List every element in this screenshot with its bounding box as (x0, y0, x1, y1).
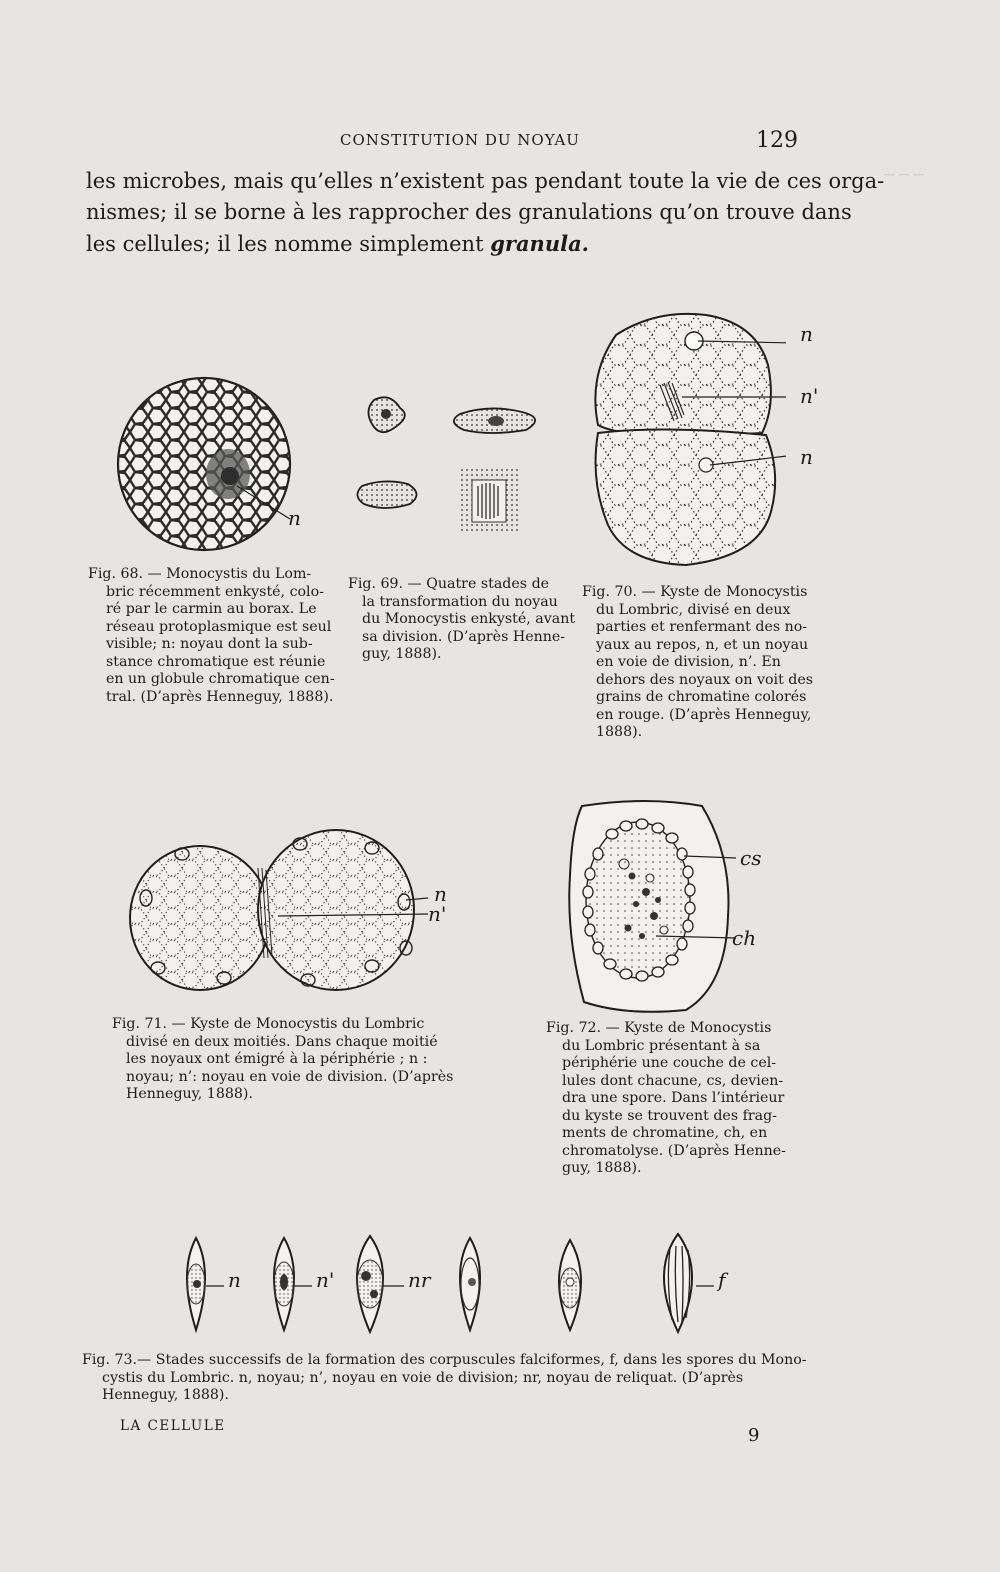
caption-line: guy, 1888). (562, 1160, 642, 1176)
fig71-label-n: n (434, 882, 447, 906)
caption-line: Fig. 73.— Stades successifs de la formation des corpuscules falciformes, f, dans les spores du Mono- (82, 1352, 807, 1368)
page-number: 129 (756, 128, 798, 153)
fig73-caption (82, 1352, 822, 1405)
caption-line: bric récemment enkysté, colo- (106, 583, 324, 600)
body-line-text: les cellules; il les nomme simplement (86, 232, 491, 256)
caption-line: en rouge. (D’après Henneguy, (596, 706, 812, 723)
caption-line: en un globule chromatique cen- (106, 671, 335, 687)
caption-line: Fig. 72. — Kyste de Monocystis (546, 1020, 772, 1036)
show-through-text: — — — (884, 168, 924, 181)
caption-line: dra une spore. Dans l’intérieur (562, 1090, 785, 1106)
fig70-label-n-second: n (800, 445, 813, 469)
fig69-caption (348, 576, 576, 664)
caption-line: Fig. 71. — Kyste de Monocystis du Lombric (112, 1016, 425, 1032)
caption-line: yaux au repos, n, et un noyau (596, 636, 809, 653)
caption-line: dehors des noyaux on voit des (596, 671, 814, 688)
caption-line: du Lombric, divisé en deux (596, 601, 791, 618)
caption-line: Henneguy, 1888). (102, 1387, 229, 1403)
fig71-illustration (128, 828, 428, 996)
caption-line: Fig. 69. — Quatre stades de (348, 576, 550, 592)
fig68-label-n: n (288, 506, 301, 530)
running-header (0, 128, 1000, 156)
caption-line: 1888). (596, 724, 643, 740)
caption-line: les noyaux ont émigré à la périphérie ; n : (126, 1051, 428, 1067)
caption-line: stance chromatique est réunie (106, 653, 326, 670)
caption-line: du kyste se trouvent des frag- (562, 1107, 777, 1124)
caption-line: périphérie une couche de cel- (562, 1055, 777, 1071)
fig69-illustration (350, 388, 550, 548)
fig70-label-n: n (800, 322, 813, 346)
fig72-label-ch: ch (732, 926, 757, 950)
fig70-illustration (586, 305, 786, 570)
caption-line: lules dont chacune, cs, devien- (562, 1072, 784, 1089)
body-line: nismes; il se borne à les rapprocher des granulations qu’on trouve dans (86, 200, 852, 224)
fig70-caption (582, 584, 832, 742)
body-paragraph (86, 166, 885, 260)
fig68-illustration (112, 376, 312, 561)
printer-signature: LA CELLULE (120, 1418, 226, 1434)
fig73-label-nr: nr (408, 1268, 431, 1292)
fig70-label-n-prime: n' (800, 384, 819, 408)
caption-line: Fig. 70. — Kyste de Monocystis (582, 584, 808, 600)
fig73-label-f: f (718, 1268, 726, 1292)
fig71-caption (112, 1016, 492, 1104)
caption-line: cystis du Lombric. n, noyau; n’, noyau en voie de division; nr, noyau de reliquat. (D’après (102, 1369, 744, 1386)
fig73-label-n: n (228, 1268, 241, 1292)
emphasized-word: granula. (490, 231, 589, 256)
caption-line: Henneguy, 1888). (126, 1086, 253, 1102)
caption-line: sa division. (D’après Henne- (362, 628, 566, 645)
fig72-caption (546, 1020, 826, 1178)
fig68-caption (88, 566, 338, 706)
fig73-illustration (166, 1232, 746, 1336)
caption-line: ments de chromatine, ch, en (562, 1125, 768, 1141)
caption-line: parties et renfermant des no- (596, 619, 808, 635)
caption-line: chromatolyse. (D’après Henne- (562, 1142, 786, 1159)
caption-line: divisé en deux moitiés. Dans chaque moitié (126, 1033, 438, 1050)
caption-line: visible; n: noyau dont la sub- (106, 636, 313, 652)
body-line (86, 228, 830, 260)
caption-line: grains de chromatine colorés (596, 689, 807, 705)
caption-line: la transformation du noyau (362, 593, 558, 610)
sheet-number: 9 (748, 1425, 760, 1446)
running-title: CONSTITUTION DU NOYAU (340, 131, 580, 149)
caption-line: du Lombric présentant à sa (562, 1037, 761, 1054)
fig73-label-n-prime: n' (316, 1268, 335, 1292)
body-line: les microbes, mais qu’elles n’existent pas pendant toute la vie de ces orga- (86, 169, 885, 193)
caption-line: tral. (D’après Henneguy, 1888). (106, 688, 334, 705)
fig72-illustration (566, 796, 736, 1014)
caption-line: du Monocystis enkysté, avant (362, 611, 576, 627)
fig71-label-n-prime: n' (428, 902, 447, 926)
caption-line: Fig. 68. — Monocystis du Lom- (88, 566, 312, 582)
fig72-label-cs: cs (740, 846, 762, 870)
caption-line: réseau protoplasmique est seul (106, 618, 332, 635)
caption-line: guy, 1888). (362, 646, 442, 662)
caption-line: ré par le carmin au borax. Le (106, 601, 317, 617)
caption-line: noyau; n’: noyau en voie de division. (D’après (126, 1068, 454, 1085)
caption-line: en voie de division, n’. En (596, 654, 781, 670)
